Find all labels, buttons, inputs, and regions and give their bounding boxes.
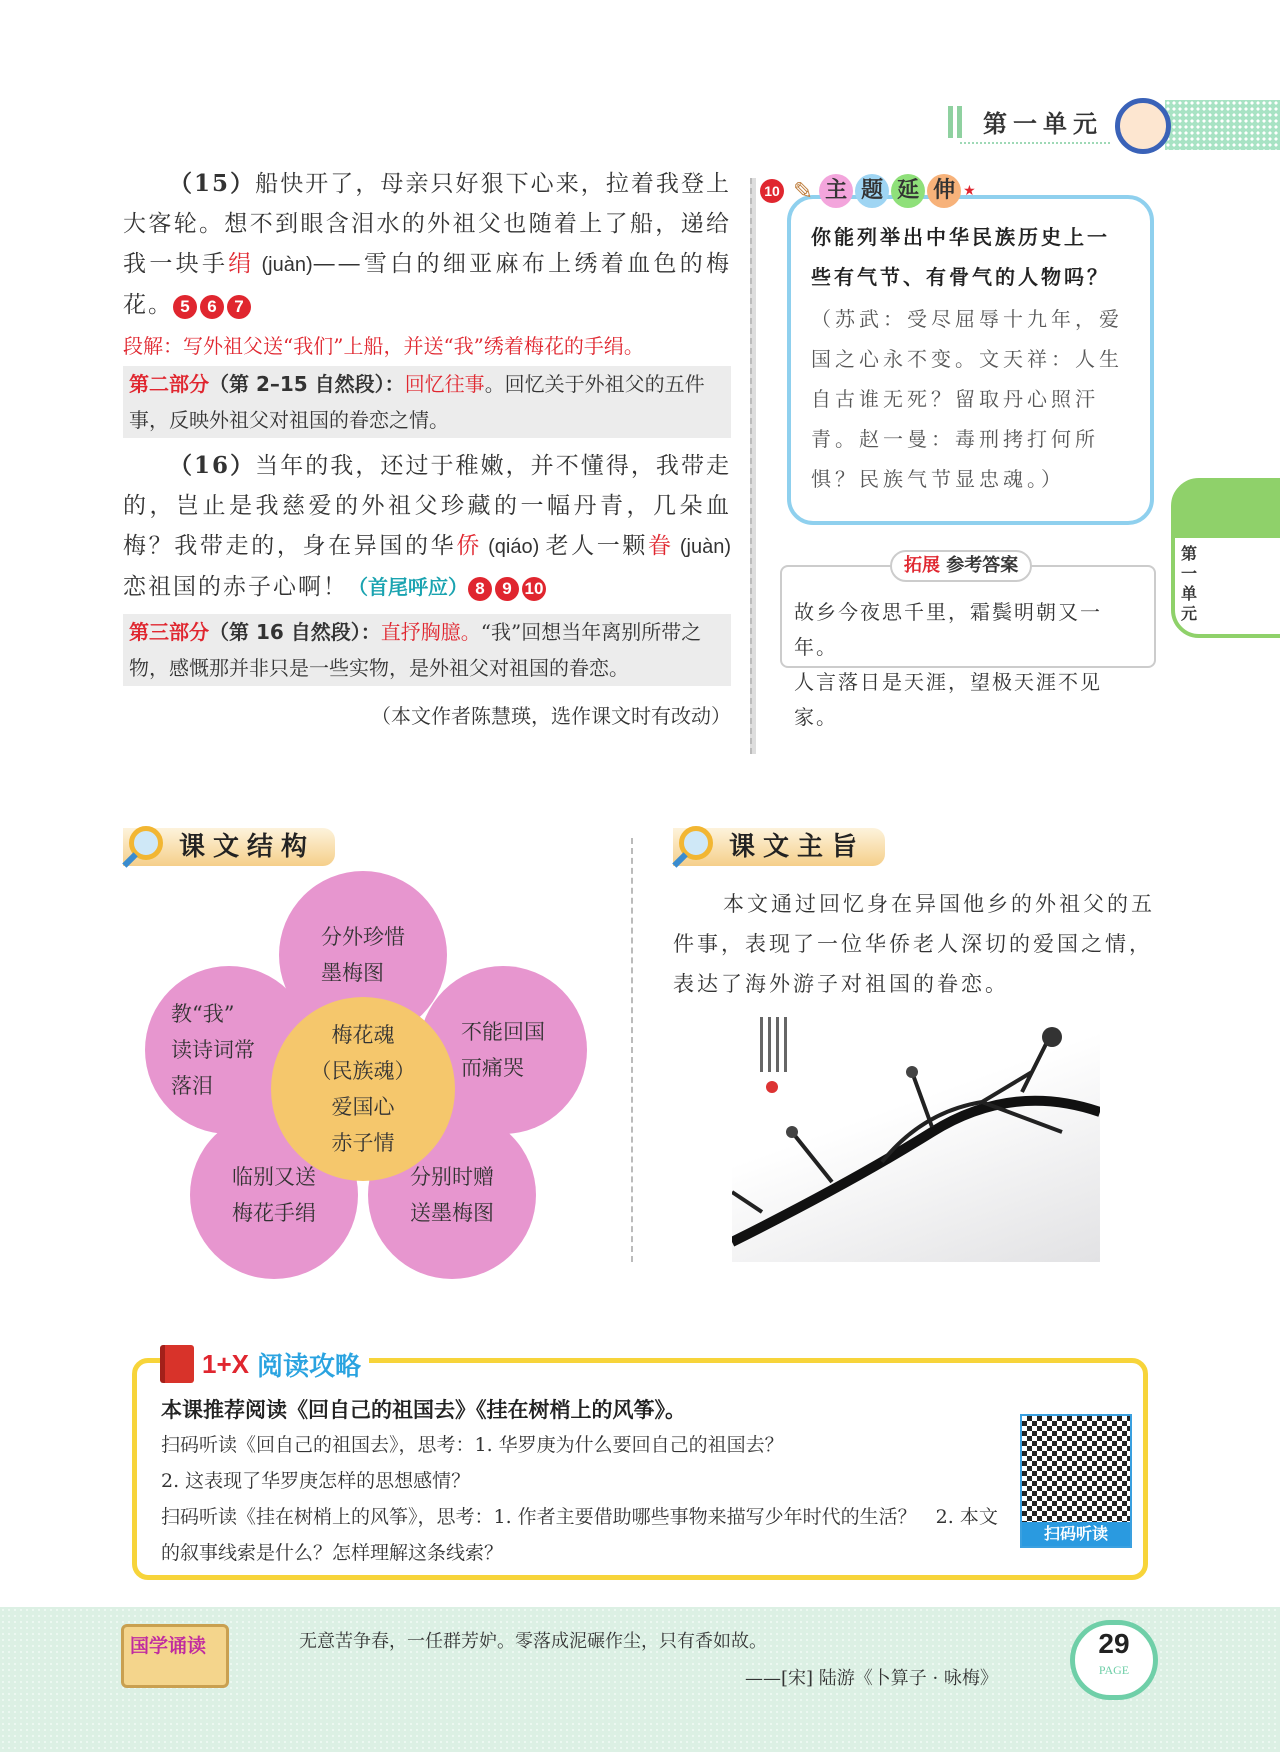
text: 船快开了，母亲只好狠下心来，拉着我登上大客轮。想不到眼含泪水的外祖父也随着上了船，递给我一块手: [123, 171, 731, 277]
note-badge-group: [468, 568, 549, 608]
qr-code-button[interactable]: [1020, 1414, 1132, 1548]
title-main: 阅读攻略: [257, 1351, 362, 1382]
section-divider: [631, 838, 633, 1262]
reading-question: 扫码听读《挂在树梢上的风筝》，思考：1. 作者主要借助哪些事物来描写少年时代的生活？ 2. 本文的叙事线索是什么？怎样理解这条线索？: [161, 1506, 998, 1564]
text: 当年的我，还过于稚嫩，并不懂得，我带走的，岂止是我慈爱的外祖父珍藏的一幅丹青，几朵血梅？我带走的，身在异国的华: [123, 453, 731, 559]
paragraph-number: （16）: [169, 452, 256, 479]
reading-question: 2. 这表现了华罗庚怎样的思想感情？: [161, 1470, 471, 1492]
section-header-structure: [123, 828, 335, 866]
theme-title: [760, 174, 976, 208]
vocab-highlight: 绢: [228, 251, 255, 277]
theme-extension-box: [787, 195, 1154, 525]
paragraph-number: （15）: [169, 170, 256, 197]
header-dotted-band: [1165, 100, 1280, 150]
qr-label: 扫码听读: [1022, 1522, 1130, 1546]
text: ——雪白的细亚麻布上绣着血色的梅花。: [123, 251, 732, 318]
pencil-icon: ✎: [793, 177, 814, 205]
section-header-theme: [673, 828, 885, 866]
magnifier-icon: [129, 826, 163, 860]
reading-question: 扫码听读《回自己的祖国去》，思考：1. 华罗庚为什么要回自己的祖国去？: [161, 1434, 784, 1456]
page-number-badge: [1070, 1620, 1158, 1700]
note-badge[interactable]: 7: [227, 295, 251, 319]
mascot-magnifier-icon: [1115, 98, 1171, 154]
vocab-highlight: 眷: [648, 533, 674, 559]
part-desc: 。回忆关于外祖父的五件事，反映外祖父对祖国的眷恋之情。: [129, 372, 705, 432]
part-title: 第二部分: [129, 372, 209, 396]
recommended-reading: 本课推荐阅读《回自己的祖国去》《挂在树梢上的风筝》。: [161, 1398, 686, 1422]
paragraph-16: [123, 446, 731, 608]
paragraph-annotation: 段解：写外祖父送“我们”上船，并送“我”绣着梅花的手绢。: [123, 334, 644, 358]
note-badge[interactable]: 5: [173, 295, 197, 319]
section-title: 课文结构: [179, 832, 316, 862]
theme-text: 本文通过回忆身在异国他乡的外祖父的五件事，表现了一位华侨老人深切的爱国之情，表达了海外游子对祖国的眷恋。: [673, 892, 1155, 996]
column-divider: [750, 178, 756, 754]
note-badge[interactable]: 8: [468, 577, 492, 601]
plum-blossom-painting: [732, 1012, 1100, 1262]
theme-question: 你能列举出中华民族历史上一些有气节、有骨气的人物吗？: [811, 225, 1110, 289]
poem-line: 人言落日是天涯，望极天涯不见家。: [794, 670, 1102, 729]
article-column: [123, 164, 731, 729]
part-title: 第三部分: [129, 620, 209, 644]
section-title: 课文主旨: [729, 832, 866, 862]
part-three-summary: [123, 614, 731, 686]
page-label: PAGE: [1098, 1663, 1130, 1677]
unit-header-title: 第一单元: [983, 110, 1103, 138]
title-char: 主: [819, 174, 853, 208]
petal-text: 不能回国 而痛哭: [461, 1020, 545, 1080]
technique-note: （首尾呼应）: [348, 575, 468, 599]
petal-text: 分外珍惜 墨梅图: [321, 925, 405, 985]
title-char: 伸: [927, 174, 961, 208]
theme-answer: （苏武：受尽屈辱十九年，爱国之心永不变。文天祥：人生自古谁无死？留取丹心照汗青。赵一曼：毒刑拷打何所惧？民族气节显忠魂。）: [811, 307, 1123, 491]
footer-poem: 无意苦争春，一任群芳妒。零落成泥碾作尘，只有香如故。: [299, 1631, 767, 1652]
petal-text: 教“我” 读诗词常 落泪: [171, 1002, 255, 1098]
part-range: （第 2–15 自然段）：: [209, 372, 405, 396]
part-desc: “我”回想当年离别所带之物，感慨那并非只是一些实物，是外祖父对祖国的眷恋。: [129, 620, 702, 680]
pinyin: (juàn): [254, 254, 313, 276]
petal-text: 分别时赠 送墨梅图: [410, 1165, 494, 1225]
text: 老人一颗: [545, 533, 649, 559]
magnifier-icon: [679, 826, 713, 860]
vocab-highlight: 侨: [456, 533, 482, 559]
note-badge[interactable]: 6: [200, 295, 224, 319]
label-answer: 参考答案: [946, 555, 1019, 576]
star-icon: ★: [963, 183, 976, 199]
part-two-summary: [123, 366, 731, 438]
note-badge[interactable]: 10: [522, 577, 546, 601]
footer-poem-source: ——[宋] 陆游《卜算子 · 咏梅》: [745, 1668, 998, 1689]
note-badge[interactable]: 10: [760, 179, 784, 203]
note-badge-group: [173, 286, 254, 326]
guoxue-logo: 国学诵读: [121, 1624, 229, 1688]
reading-strategy-box: [132, 1358, 1148, 1580]
title-prefix: 1+X: [202, 1348, 249, 1379]
flower-center: [271, 997, 455, 1181]
side-tab-label: 第一单元: [1181, 544, 1198, 623]
plum-branch-illustration: [732, 1012, 1100, 1262]
text: 恋祖国的赤子心啊！: [123, 574, 348, 600]
title-char: 延: [891, 174, 925, 208]
reading-title: [160, 1345, 369, 1383]
article-attribution: （本文作者陈慧瑛，选作课文时有改动）: [371, 704, 731, 728]
header-dotted-line: [960, 142, 1110, 144]
extension-label: [890, 550, 1032, 582]
title-char: 题: [855, 174, 889, 208]
pinyin: (qiáo): [481, 536, 546, 558]
part-keyword: 回忆往事: [404, 372, 485, 396]
poem-line: 故乡今夜思千里，霜鬓明朝又一年。: [794, 600, 1102, 659]
unit-side-tab[interactable]: [1171, 478, 1280, 638]
unit-header-bars: [948, 106, 962, 138]
paragraph-15: [123, 164, 731, 326]
center-text: 梅花魂 （民族魂） 爱国心 赤子情: [310, 1023, 416, 1155]
note-badge[interactable]: 9: [495, 577, 519, 601]
part-keyword: 直抒胸臆。: [380, 620, 481, 644]
petal-text: 临别又送 梅花手绢: [232, 1165, 316, 1225]
book-icon: [160, 1345, 194, 1383]
part-range: （第 16 自然段）：: [209, 620, 381, 644]
label-extend: 拓展: [904, 555, 940, 576]
pinyin: (juàn): [673, 536, 732, 558]
page-number: 29: [1098, 1628, 1130, 1659]
